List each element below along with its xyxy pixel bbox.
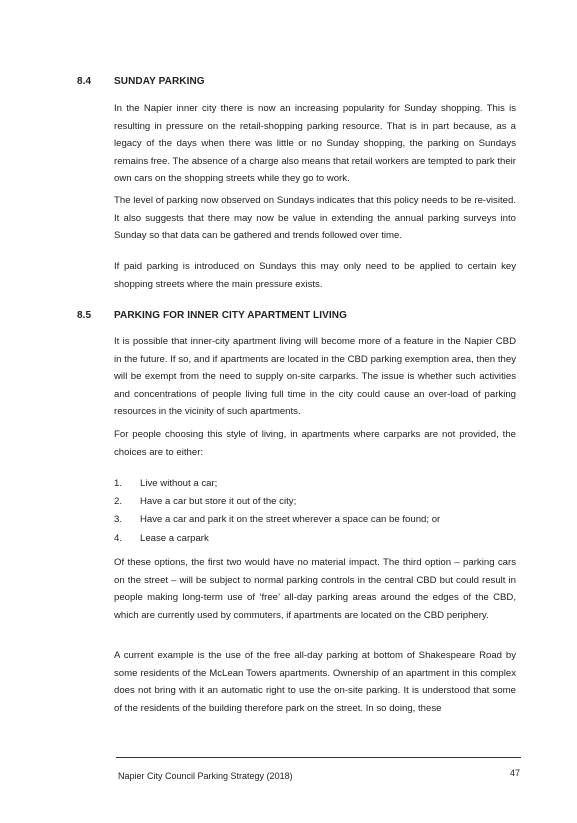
paragraph: If paid parking is introduced on Sundays this may only need to be applied to certain key shopping streets where the main pressure exists. (114, 261, 516, 290)
list-text: Lease a carpark (140, 532, 209, 544)
section-number: 8.4 (77, 76, 92, 87)
page-number: 47 (510, 768, 521, 778)
list-number: 1. (114, 478, 123, 489)
footer-divider (116, 757, 521, 758)
section-title: PARKING FOR INNER CITY APARTMENT LIVING (114, 310, 347, 321)
paragraph: The level of parking now observed on Sundays indicates that this policy needs to be re-visited. It also suggests that there may now be value in extending the annual parking surveys into Sunday so that data can be gathered and trends followed over time. (114, 195, 516, 242)
list-text: Have a car but store it out of the city; (140, 496, 297, 508)
section-heading-8-5 (77, 310, 347, 321)
list-number: 4. (114, 532, 123, 544)
options-list (114, 475, 516, 548)
paragraph: A current example is the use of the free all-day parking at bottom of Shakespeare Road by some residents of the McLean Towers apartments. Ownership of an apartment in this complex does not bring with it an automatic right to use the on-site parking. It is understood that some of the residents of the building therefore park on the street. In so doing, these (114, 650, 516, 714)
paragraph: Of these options, the first two would have no material impact. The third option – parking cars on the street – will be subject to normal parking controls in the central CBD but could result in people making long-term use of ‘free’ all-day parking areas around the edges of the CBD, which are currently used by commuters, if apartments are located on the CBD periphery. (114, 557, 516, 621)
list-number: 2. (114, 496, 123, 508)
list-text: Have a car and park it on the street wherever a space can be found; or (140, 514, 441, 526)
paragraph: It is possible that inner-city apartment living will become more of a feature in the Napier CBD in the future. If so, and if apartments are located in the CBD parking exemption area, then they will be exempt from the need to supply on-site carparks. The issue is whether such activities and concentrations of people living full time in the city could cause an over-load of parking resources in the vicinity of such apartments. (114, 336, 516, 418)
paragraph: In the Napier inner city there is now an increasing popularity for Sunday shopping. This is resulting in pressure on the retail-shopping parking resource. That is in part because, as a legacy of the days when there was little or no Sunday shopping, the parking on Sundays remains free. The absence of a charge also means that retail workers are tempted to park their own cars on the shopping streets while they go to work. (114, 103, 516, 185)
list-text: Live without a car; (140, 478, 218, 489)
footer-title: Napier City Council Parking Strategy (2018) (118, 771, 293, 781)
list-item (114, 530, 516, 548)
list-item (114, 493, 516, 511)
section-title: SUNDAY PARKING (114, 76, 205, 87)
list-item (114, 475, 516, 493)
section-heading-8-4 (77, 76, 205, 87)
list-number: 3. (114, 514, 123, 526)
paragraph: For people choosing this style of living, in apartments where carparks are not provided, the choices are to either: (114, 429, 516, 458)
list-item (114, 511, 516, 529)
section-number: 8.5 (77, 310, 92, 321)
